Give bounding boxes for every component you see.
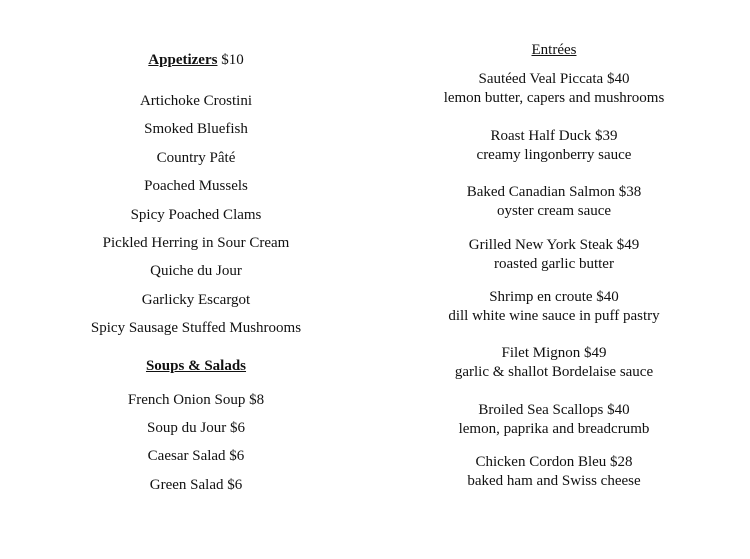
appetizer-item: Quiche du Jour [150, 263, 242, 280]
appetizers-price: $10 [221, 52, 244, 68]
entree-desc: lemon, paprika and breadcrumb [458, 421, 650, 437]
entree-name: Shrimp en croute $40 [489, 289, 619, 305]
soups-salads-title: Soups & Salads [145, 357, 247, 374]
entree-item [404, 453, 704, 491]
soup-salad-item: Soup du Jour $6 [147, 420, 245, 437]
entree-name: Roast Half Duck $39 [490, 128, 618, 144]
entree-item [404, 288, 704, 326]
appetizer-item: Artichoke Crostini [139, 93, 253, 109]
entree-desc: roasted garlic butter [494, 256, 614, 272]
entree-item [404, 127, 704, 165]
appetizers-heading [60, 51, 332, 70]
entree-desc: dill white wine sauce in puff pastry [448, 308, 660, 324]
entree-desc: oyster cream sauce [496, 203, 612, 219]
entree-item [404, 236, 704, 274]
entree-desc: baked ham and Swiss cheese [467, 473, 641, 489]
entree-item [404, 344, 704, 382]
appetizers-column [60, 51, 332, 499]
appetizer-item: Spicy Poached Clams [130, 206, 262, 223]
entree-item [404, 70, 704, 108]
entrees-heading: Entrées [531, 42, 577, 58]
soups-salads-heading [60, 357, 332, 376]
appetizer-item: Garlicky Escargot [141, 291, 251, 308]
entree-name: Grilled New York Steak $49 [468, 237, 640, 253]
entree-desc: garlic & shallot Bordelaise sauce [454, 364, 654, 380]
entree-name: Broiled Sea Scallops $40 [478, 402, 630, 418]
appetizer-item: Spicy Sausage Stuffed Mushrooms [90, 320, 302, 337]
appetizer-item: Smoked Bluefish [144, 121, 248, 138]
appetizer-item: Country Pâté [156, 149, 236, 166]
appetizer-item: Poached Mussels [144, 178, 248, 195]
entree-desc: lemon butter, capers and mushrooms [443, 90, 665, 106]
entree-name: Sautéed Veal Piccata $40 [478, 71, 630, 87]
entree-desc: creamy lingonberry sauce [476, 147, 632, 163]
entree-name: Chicken Cordon Bleu $28 [475, 454, 633, 470]
soup-salad-item: Green Salad $6 [149, 476, 243, 493]
soup-salad-item: Caesar Salad $6 [147, 448, 245, 465]
entrees-column [404, 41, 704, 511]
appetizers-title: Appetizers [148, 52, 218, 68]
entree-name: Filet Mignon $49 [501, 345, 607, 361]
entree-name: Baked Canadian Salmon $38 [466, 184, 642, 200]
entree-item [404, 401, 704, 439]
entree-item [404, 183, 704, 221]
soup-salad-item: French Onion Soup $8 [127, 391, 265, 408]
appetizer-item: Pickled Herring in Sour Cream [102, 235, 290, 252]
